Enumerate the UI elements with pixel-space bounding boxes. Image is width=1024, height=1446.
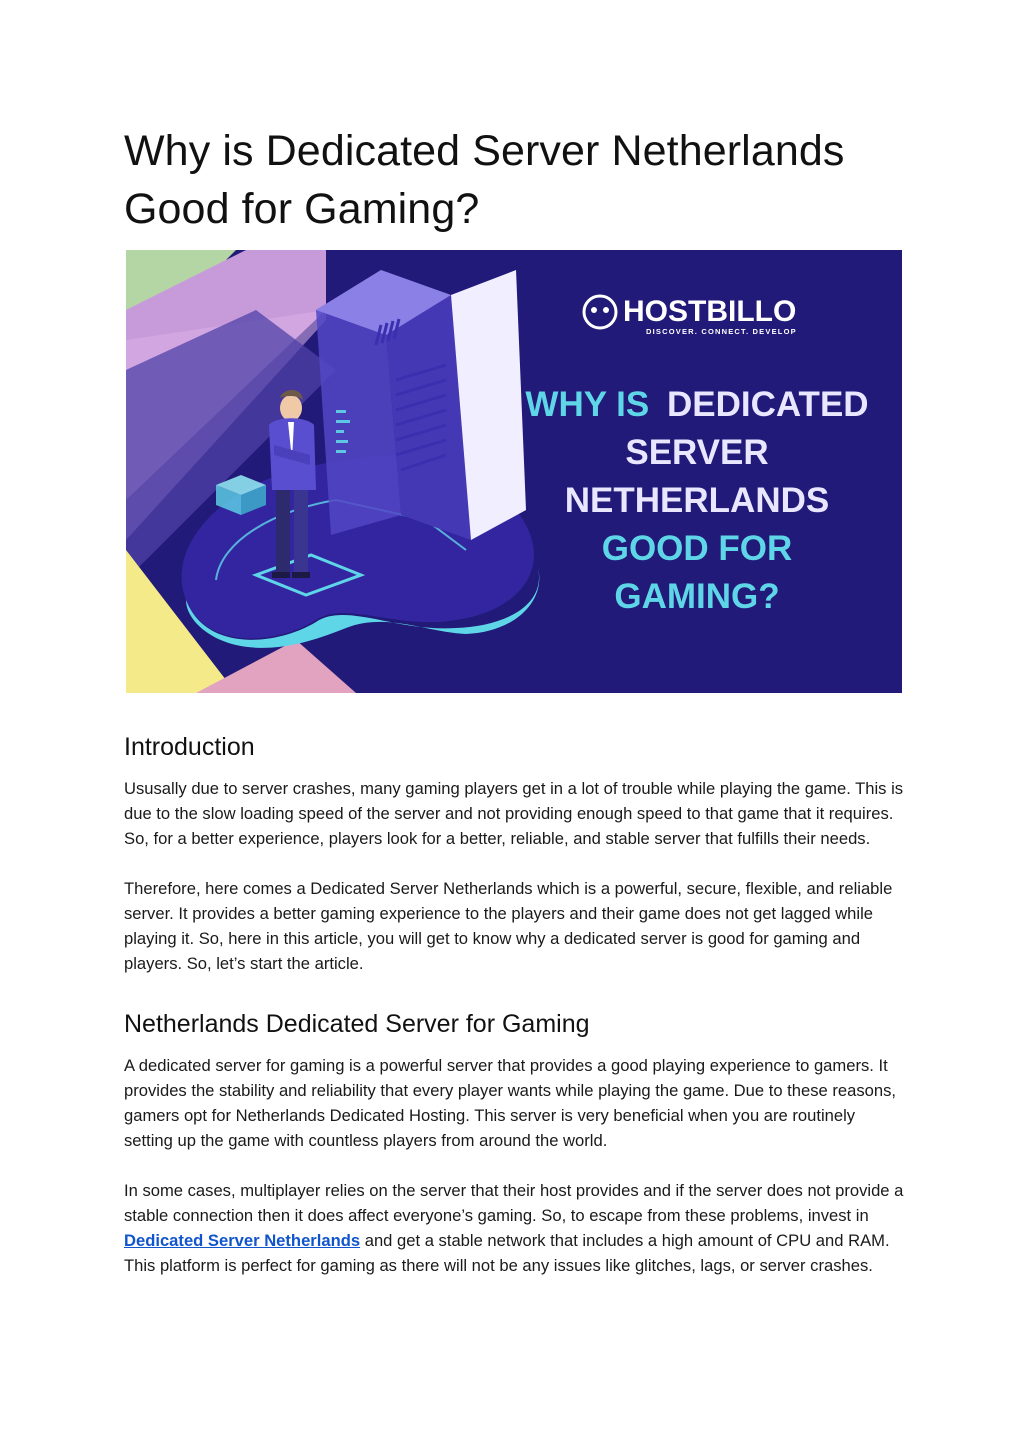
introduction-heading: Introduction: [124, 733, 255, 761]
headline-server: SERVER: [625, 433, 769, 472]
gaming-paragraph-2-before-link: In some cases, multiplayer relies on the server that their host provides and if the server does not provide a stable connection then it does affect everyone’s gaming. So, to escape from these problems, invest in: [124, 1181, 904, 1225]
headline-gaming: GAMING?: [614, 577, 780, 616]
headline-good-for: GOOD FOR: [601, 529, 793, 568]
hero-banner-image: [126, 250, 902, 693]
headline-why-is: WHY IS: [525, 385, 650, 424]
page-title: [124, 122, 904, 238]
gaming-paragraph-2: [124, 1178, 904, 1278]
gaming-paragraph-2-after-link: and get a stable network that includes a high amount of CPU and RAM. This platform is perfect for gaming as there will not be any issues like glitches, lags, or server crashes.: [124, 1231, 890, 1275]
dedicated-server-netherlands-link[interactable]: Dedicated Server Netherlands: [124, 1231, 361, 1250]
page-title-line-1: Why is Dedicated Server Netherlands: [124, 127, 845, 175]
brand-name: HOSTBILLO: [623, 295, 797, 328]
gaming-section-heading: Netherlands Dedicated Server for Gaming: [124, 1010, 590, 1038]
brand-tagline: DISCOVER. CONNECT. DEVELOP: [646, 327, 797, 336]
svg-text:WHY IS DEDICATED: [525, 385, 868, 424]
headline-netherlands: NETHERLANDS: [564, 481, 830, 520]
introduction-paragraph-1: Ususally due to server crashes, many gaming players get in a lot of trouble while playing the game. This is due to the slow loading speed of the server and not providing enough speed to that game that it requires. So, for a better experience, players look for a better, reliable, and stable server that fulfills their needs.: [124, 779, 904, 848]
gaming-paragraph-1: A dedicated server for gaming is a powerful server that provides a good playing experience to gamers. It provides the stability and reliability that every player wants while playing the game. Due to these reasons, gamers opt for Netherlands Dedicated Hosting. This server is very beneficial when you are routinely setting up the game with countless players from around the world.: [124, 1056, 897, 1150]
page-title-line-2: Good for Gaming?: [124, 185, 480, 233]
headline-dedicated: DEDICATED: [666, 385, 869, 424]
hero-illustration: [126, 250, 902, 693]
introduction-paragraph-2: Therefore, here comes a Dedicated Server Netherlands which is a powerful, secure, flexible, and reliable server. It provides a better gaming experience to the players and their game does not get lagged while playing it. So, here in this article, you will get to know why a dedicated server is good for gaming and players. So, let’s start the article.: [124, 879, 893, 973]
